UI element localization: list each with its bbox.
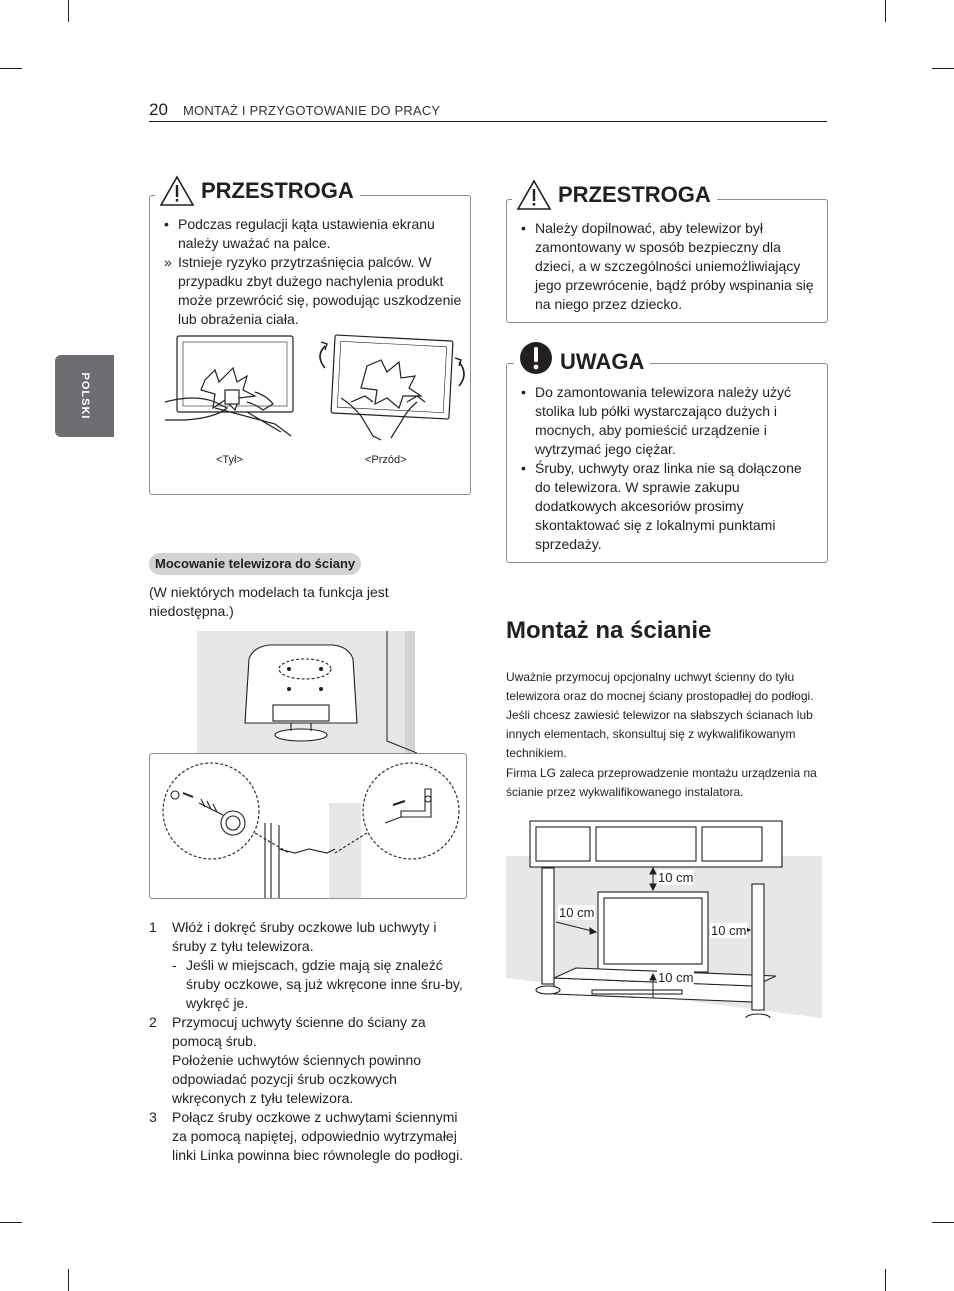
header-rule [149,121,827,122]
crop-mark [932,1222,954,1223]
caution-title: PRZESTROGA [201,178,354,203]
caution-text: Istnieje ryzyko przytrzaśnięcia palców. W przypadku zbyt dużego nachylenia produkt może przewrócić się, powodując uszkodzenie lub obrażenia ciała. [178,254,462,327]
exclamation-circle-icon [518,340,554,376]
bullet: » [164,254,172,270]
wall-mount-recommendation: Firma LG zaleca przeprowadzenie montażu urządzenia na ścianie przez wykwalifikowanego instalatora. [506,766,817,799]
note-title: UWAGA [560,349,645,374]
caution-header-left [155,175,360,207]
caution-title: PRZESTROGA [558,182,711,207]
warning-triangle-icon [516,179,552,211]
step-text: Przymocuj uchwyty ścienne do ściany za pomocą śrub. [172,1014,426,1049]
crop-mark [68,0,69,22]
note-text: Do zamontowania telewizora należy użyć stolika lub półki wystarczająco dużych i mocnych, aby pomieścić urządzenie i wytrzymać jego ciężar. [535,384,792,457]
caution-item [156,253,468,329]
step-text: Włóż i dokręć śruby oczkowe lub uchwyty i śruby z tyłu telewizora. [172,919,437,954]
language-tab-label: POLSKI [78,372,91,420]
step-item [149,1013,474,1108]
wall-mount-body: Uważnie przymocuj opcjonalny uchwyt ścienny do tyłu telewizora oraz do mocnej ściany prostopadłej do podłogi. Jeśli chcesz zawiesić telewizor na słabszych ścianach lub innych elementach, skonsultuj się z wykwalifikowanym technikiem. [506,670,814,760]
section-title: Montaż na ścianie [506,617,712,644]
bullet: • [164,216,169,232]
note-header [514,340,650,376]
step-number: 2 [149,1014,157,1030]
caution-box-right [506,199,828,323]
step-text: Połącz śruby oczkowe z uchwytami ściennymi za pomocą napiętej, odpowiednio wytrzymałej linki Linka powinna biec równolegle do podłogi. [172,1109,464,1163]
clearance-left: 10 cm [559,905,595,920]
wall-fix-steps [149,918,474,1165]
step-item [149,918,474,1013]
bullet: • [521,384,526,400]
caption-back: <Tył> [216,454,243,466]
caution-text: Należy dopilnować, aby telewizor był zamontowany w sposób bezpieczny dla dzieci, a w szczególności uniemożliwiający jego przewrócenie, bądź próby wspinania się na niego przez dziecko. [535,220,814,312]
section-label: Mocowanie telewizora do ściany [149,553,361,575]
caution-item [513,219,818,314]
bullet: • [521,220,526,236]
crop-mark [0,68,22,69]
clearance-diagram [506,818,822,1018]
step-number: 1 [149,919,157,935]
tv-tilt-illustration [155,332,465,447]
page-number: 20 [149,100,168,119]
crop-mark [68,1269,69,1291]
caption-front: <Przód> [365,454,407,466]
step-subtext: Jeśli w miejscach, gdzie mają się znaleźć śruby oczkowe, są już wkręcone inne śru-by, wykręć je. [186,957,463,1011]
clearance-bottom: 10 cm [658,970,694,985]
step-item [149,1108,474,1165]
note-box [506,363,828,563]
step-extra: Położenie uchwytów ściennych powinno odpowiadać pozycji śrub oczkowych wkręconych z tyłu telewizora. [172,1052,422,1106]
crop-mark [0,1222,22,1223]
bullet: • [521,460,526,476]
clearance-top: 10 cm [658,870,694,885]
caution-box-left [149,195,471,495]
caution-item [156,215,468,253]
caution-header-right [512,179,717,211]
clearance-right: 10 cm [711,923,747,938]
warning-triangle-icon [159,175,195,207]
step-number: 3 [149,1109,157,1125]
step-subitem [172,956,474,1013]
dash: - [172,957,177,973]
crop-mark [885,1269,886,1291]
crop-mark [885,0,886,22]
language-tab [55,355,114,437]
crop-mark [932,68,954,69]
note-item [513,383,818,459]
caution-text: Podczas regulacji kąta ustawienia ekranu należy uważać na palce. [178,216,435,251]
eye-bolt-bracket-illustration [149,753,467,899]
running-title: MONTAŻ I PRZYGOTOWANIE DO PRACY [183,103,441,118]
note-text: Śruby, uchwyty oraz linka nie są dołączone do telewizora. W sprawie zakupu dodatkowych akcesoriów prosimy skontaktować się z lokalnymi punktami sprzedaży. [535,460,802,552]
note-item [513,459,818,554]
availability-note: (W niektórych modelach ta funkcja jest niedostępna.) [149,584,389,619]
tv-back-wall-illustration [197,631,417,753]
